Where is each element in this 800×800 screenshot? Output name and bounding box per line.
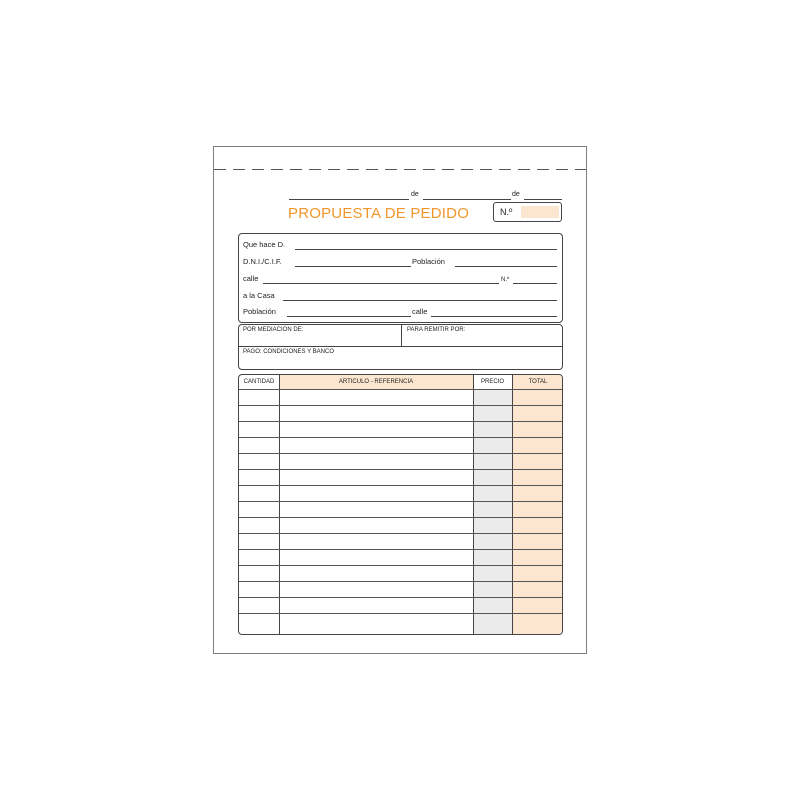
poblacion-field[interactable]: [455, 266, 557, 267]
dni-field[interactable]: [295, 266, 411, 267]
terms-box: [238, 324, 563, 370]
numero-field[interactable]: [513, 283, 557, 284]
date-day-line: [289, 199, 409, 200]
date-month-line: [423, 199, 511, 200]
terms-divider-horizontal: [239, 346, 562, 347]
column-divider: [473, 375, 474, 634]
que-hace-label: Que hace D.: [243, 240, 286, 249]
perforation-line: [214, 169, 586, 170]
table-row-line: [239, 565, 562, 566]
terms-divider-vertical: [401, 325, 402, 346]
pago-label: PAGO: CONDICIONES Y BANCO: [243, 349, 335, 355]
date-year-line: [524, 199, 562, 200]
table-row-line: [239, 485, 562, 486]
table-row-line: [239, 597, 562, 598]
calle2-label: calle: [412, 307, 428, 316]
order-number-field[interactable]: [521, 206, 559, 218]
header-precio: PRECIO: [480, 379, 504, 385]
table-header-divider: [239, 389, 562, 390]
table-row-line: [239, 613, 562, 614]
column-divider: [512, 375, 513, 634]
table-row-line: [239, 421, 562, 422]
remitir-label: PARA REMITIR POR:: [407, 327, 466, 333]
column-divider: [279, 375, 280, 634]
casa-field[interactable]: [283, 300, 557, 301]
header-cantidad: CANTIDAD: [243, 379, 275, 385]
header-total: TOTAL: [528, 379, 548, 385]
table-row-line: [239, 469, 562, 470]
header-articulo: ARTICULO - REFERENCIA: [338, 379, 414, 385]
poblacion2-label: Población: [243, 307, 276, 316]
date-sep-1: de: [411, 191, 419, 198]
casa-label: a la Casa: [243, 291, 275, 300]
form-title: PROPUESTA DE PEDIDO: [288, 205, 470, 222]
table-row-line: [239, 453, 562, 454]
table-row-line: [239, 405, 562, 406]
table-row-line: [239, 437, 562, 438]
calle-label: calle: [243, 274, 259, 283]
table-row-line: [239, 501, 562, 502]
numero-label: N.º: [501, 277, 510, 283]
order-number-box[interactable]: [493, 202, 562, 222]
order-form-sheet: [213, 146, 587, 654]
order-number-label: N.º: [500, 207, 513, 217]
table-row-line: [239, 517, 562, 518]
poblacion-label: Población: [412, 257, 445, 266]
table-row-line: [239, 549, 562, 550]
customer-box: [238, 233, 563, 323]
que-hace-field[interactable]: [295, 249, 557, 250]
items-table: [238, 374, 563, 635]
table-row-line: [239, 581, 562, 582]
mediacion-label: POR MEDIACION DE:: [243, 327, 304, 333]
poblacion2-field[interactable]: [287, 316, 411, 317]
calle-field[interactable]: [263, 283, 499, 284]
dni-label: D.N.I./C.I.F.: [243, 257, 282, 266]
table-row-line: [239, 533, 562, 534]
date-sep-2: de: [512, 191, 520, 198]
calle2-field[interactable]: [431, 316, 557, 317]
